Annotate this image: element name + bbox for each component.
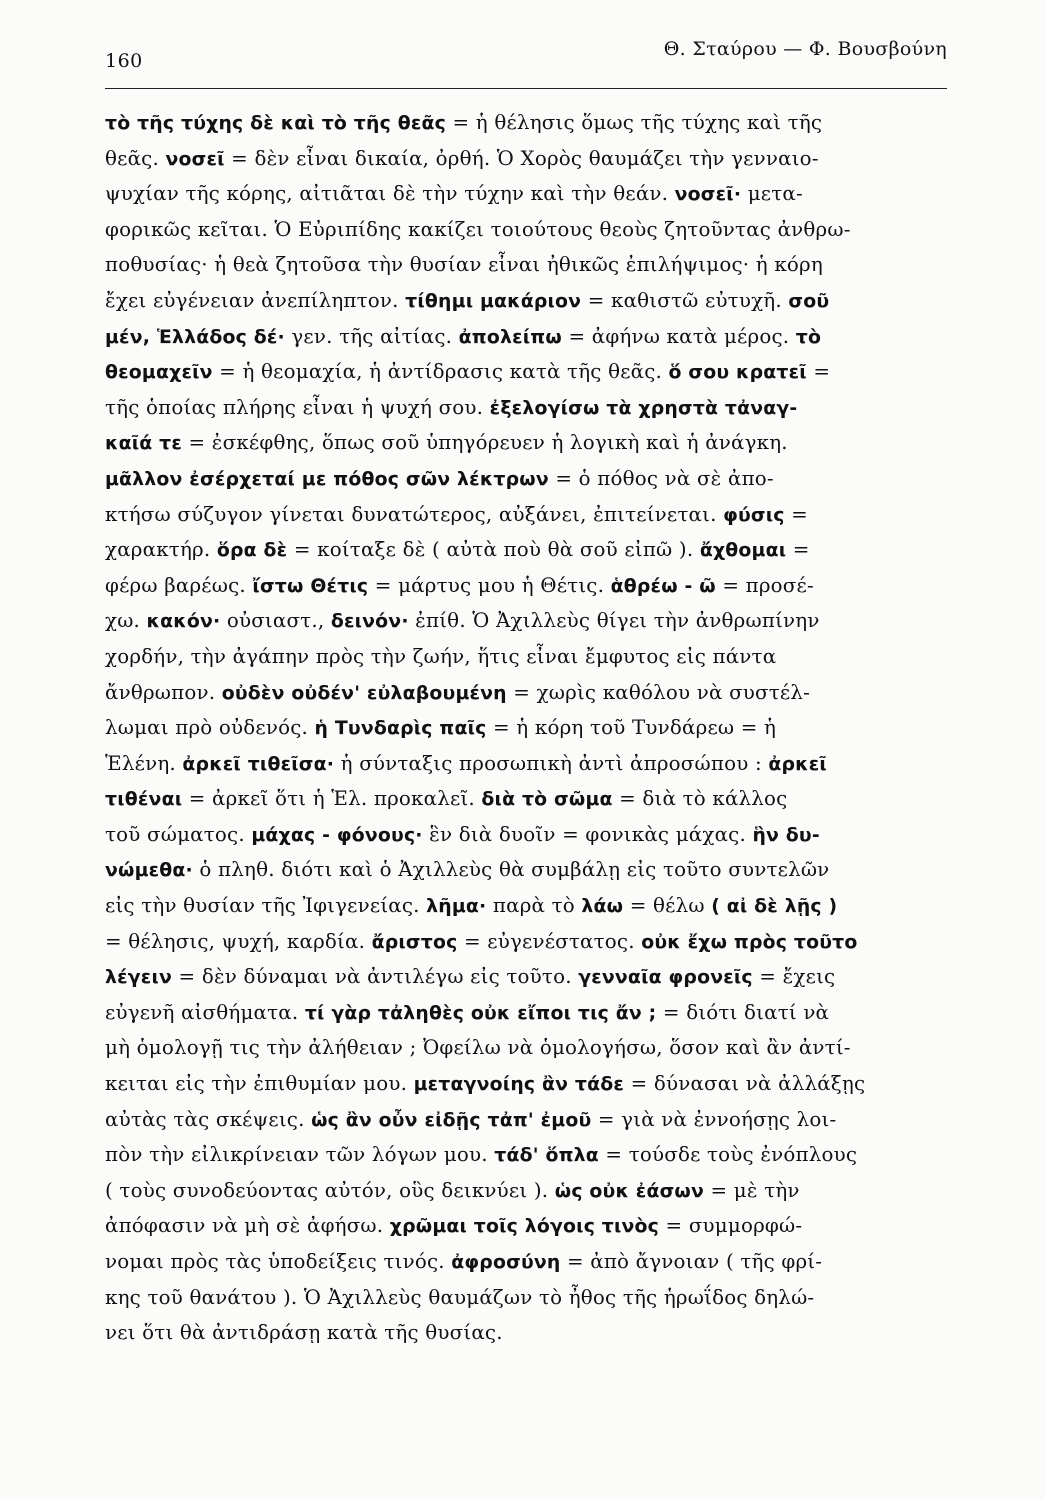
text-line bbox=[105, 461, 947, 497]
text-line bbox=[105, 710, 947, 746]
gloss-text: = εὐγενέστατος. bbox=[457, 928, 642, 953]
lemma-term: δεινόν· bbox=[330, 610, 409, 633]
text-line bbox=[105, 105, 947, 141]
gloss-text: χω. bbox=[105, 608, 147, 633]
gloss-text: πὸν τὴν εἰλικρίνειαν τῶν λόγων μου. bbox=[105, 1142, 495, 1167]
gloss-text: = διὰ τὸ κάλλος bbox=[612, 786, 788, 811]
gloss-text: = ἔχεις bbox=[752, 964, 836, 989]
gloss-text: χορδήν, τὴν ἀγάπην πρὸς τὴν ζωήν, ἥτις εἶναι ἔμφυτος εἰς πάντα bbox=[105, 643, 777, 668]
text-line bbox=[105, 568, 947, 604]
gloss-text: ἀπόφασιν νὰ μὴ σὲ ἀφήσω. bbox=[105, 1213, 390, 1238]
gloss-text: = προσέ- bbox=[715, 572, 814, 597]
lemma-term: ἣν δυ- bbox=[752, 823, 820, 846]
gloss-text: τοῦ σώματος. bbox=[105, 821, 252, 846]
gloss-text: μετα- bbox=[741, 181, 803, 206]
gloss-text: = διότι διατί νὰ bbox=[656, 999, 830, 1024]
lemma-term: μεταγνοίης ἂν τάδε bbox=[413, 1073, 625, 1096]
gloss-text: = ἀρκεῖ ὅτι ἡ Ἑλ. προκαλεῖ. bbox=[182, 786, 482, 811]
gloss-text: Ἑλένη. bbox=[105, 750, 183, 775]
text-line bbox=[105, 425, 947, 461]
gloss-text: ἔχει εὐγένειαν ἀνεπίληπτον. bbox=[105, 287, 406, 312]
lemma-term: κακόν· bbox=[146, 610, 221, 633]
lemma-term: ὡς οὐκ ἐάσων bbox=[554, 1179, 705, 1202]
lemma-term: νοσεῖ bbox=[165, 147, 225, 170]
gloss-text: = συμμορφώ- bbox=[659, 1213, 803, 1238]
text-line bbox=[105, 1066, 947, 1102]
lemma-term: ἴστω Θέτις bbox=[252, 574, 369, 597]
gloss-text: = μάρτυς μου ἡ Θέτις. bbox=[368, 572, 611, 597]
text-line bbox=[105, 390, 947, 426]
gloss-text: = δὲν δύναμαι νὰ ἀντιλέγω εἰς τοῦτο. bbox=[172, 964, 579, 989]
text-line bbox=[105, 852, 947, 888]
gloss-text: ὁ πληθ. διότι καὶ ὁ Ἀχιλλεὺς θὰ συμβάλῃ εἰς τοῦτο συντελῶν bbox=[192, 857, 830, 882]
gloss-text: = δύνασαι νὰ ἀλλάξῃς bbox=[624, 1071, 866, 1096]
lemma-term: τιθέναι bbox=[105, 788, 183, 811]
text-line bbox=[105, 1315, 947, 1351]
gloss-text: = θέλω bbox=[623, 893, 712, 918]
text-line bbox=[105, 247, 947, 283]
gloss-text: εἰς τὴν θυσίαν τῆς Ἰφιγενείας. bbox=[105, 893, 427, 918]
text-line bbox=[105, 817, 947, 853]
text-line bbox=[105, 924, 947, 960]
lemma-term: λῆμα· bbox=[426, 895, 487, 918]
text-line bbox=[105, 1244, 947, 1280]
gloss-text: = ὁ πόθος νὰ σὲ ἀπο- bbox=[548, 465, 774, 490]
gloss-text: φορικῶς κεῖται. Ὁ Εὐριπίδης κακίζει τοιούτους θεοὺς ζητοῦντας ἀνθρω- bbox=[105, 216, 851, 241]
lemma-term: ἡ Τυνδαρὶς παῖς bbox=[314, 717, 487, 740]
gloss-text: = γιὰ νὰ ἐννοήσῃς λοι- bbox=[591, 1106, 837, 1131]
lemma-term: νοσεῖ· bbox=[674, 183, 742, 206]
lemma-term: γενναῖα φρονεῖς bbox=[578, 966, 753, 989]
text-line bbox=[105, 1137, 947, 1173]
gloss-text: = bbox=[786, 537, 810, 562]
lemma-term: τί γὰρ τἀληθὲς οὐκ εἴποι τις ἄν ; bbox=[304, 1001, 657, 1024]
lemma-term: ( αἰ δὲ λῇς ) bbox=[711, 895, 838, 918]
gloss-text: ποθυσίας· ἡ θεὰ ζητοῦσα τὴν θυσίαν εἶναι ἠθικῶς ἐπιλήψιμος· ἡ κόρη bbox=[105, 252, 823, 277]
gloss-text: ἐπίθ. Ὁ Ἀχιλλεὺς θίγει τὴν ἀνθρωπίνην bbox=[408, 608, 820, 633]
lemma-term: χρῶμαι τοῖς λόγοις τινὸς bbox=[389, 1215, 660, 1238]
lemma-term: λάω bbox=[581, 895, 624, 918]
text-line bbox=[105, 1173, 947, 1209]
text-line bbox=[105, 888, 947, 924]
lemma-term: τάδ' ὅπλα bbox=[494, 1144, 599, 1167]
header-rule bbox=[105, 88, 947, 89]
lemma-term: μέν, Ἑλλάδος δέ· bbox=[105, 325, 285, 348]
gloss-text: χαρακτήρ. bbox=[105, 537, 217, 562]
lemma-term: ἄριστος bbox=[371, 930, 458, 953]
text-line bbox=[105, 1280, 947, 1316]
lemma-term: ἀπολείπω bbox=[458, 325, 562, 348]
text-line bbox=[105, 675, 947, 711]
text-line bbox=[105, 603, 947, 639]
text-line bbox=[105, 781, 947, 817]
lemma-term: μάχας - φόνους· bbox=[251, 823, 423, 846]
gloss-text: = δὲν εἶναι δικαία, ὀρθή. Ὁ Χορὸς θαυμάζει τὴν γενναιο- bbox=[224, 145, 819, 170]
lemma-term: νώμεθα· bbox=[105, 859, 193, 882]
gloss-text: = καθιστῶ εὐτυχῆ. bbox=[581, 287, 789, 312]
lemma-term: τὸ bbox=[795, 325, 822, 348]
text-line bbox=[105, 176, 947, 212]
gloss-text: ἄνθρωπον. bbox=[105, 679, 222, 704]
gloss-text: = ἡ κόρη τοῦ Τυνδάρεω = ἡ bbox=[486, 715, 777, 740]
lemma-term: ἄχθομαι bbox=[699, 539, 787, 562]
gloss-text: κειται εἰς τὴν ἐπιθυμίαν μου. bbox=[105, 1071, 414, 1096]
gloss-text: = θέλησις, ψυχή, καρδία. bbox=[105, 928, 372, 953]
lemma-term: ὡς ἂν οὖν εἰδῇς τἀπ' ἐμοῦ bbox=[311, 1108, 592, 1131]
gloss-text: οὐσιαστ., bbox=[220, 608, 331, 633]
text-line bbox=[105, 959, 947, 995]
gloss-text: εὐγενῆ αἰσθήματα. bbox=[105, 999, 305, 1024]
text-line bbox=[105, 995, 947, 1031]
text-line bbox=[105, 1030, 947, 1066]
lemma-term: ἀρκεῖ bbox=[768, 752, 827, 775]
gloss-text: νομαι πρὸς τὰς ὑποδείξεις τινός. bbox=[105, 1249, 452, 1273]
gloss-text: = bbox=[784, 501, 808, 526]
lemma-term: ἀφροσύνη bbox=[451, 1251, 561, 1273]
running-head: Θ. Σταύρου — Φ. Βουσβούνη bbox=[663, 38, 947, 60]
gloss-text: τῆς ὁποίας πλήρης εἶναι ἡ ψυχή σου. bbox=[105, 394, 490, 419]
text-line bbox=[105, 319, 947, 355]
lemma-term: ὅ σου κρατεῖ bbox=[668, 361, 807, 384]
gloss-text: κης τοῦ θανάτου ). Ὁ Ἀχιλλεὺς θαυμάζων τὸ ἦθος τῆς ἡρωΐδος δηλώ- bbox=[105, 1284, 815, 1309]
gloss-text: = κοίταξε δὲ ( αὐτὰ ποὺ θὰ σοῦ εἰπῶ ). bbox=[287, 537, 700, 562]
page-number: 160 bbox=[105, 50, 143, 72]
lemma-term: λέγειν bbox=[105, 966, 173, 989]
gloss-text: γεν. τῆς αἰτίας. bbox=[284, 323, 459, 348]
gloss-text: = ἀφήνω κατὰ μέρος. bbox=[561, 323, 796, 348]
gloss-text: κτήσω σύζυγον γίνεται δυνατώτερος, αὐξάνει, ἐπιτείνεται. bbox=[105, 501, 724, 526]
gloss-text: = ἡ θέλησις ὅμως τῆς τύχης καὶ τῆς bbox=[445, 110, 823, 134]
lemma-term: ὅρα δὲ bbox=[216, 539, 288, 562]
text-line bbox=[105, 1208, 947, 1244]
gloss-text: φέρω βαρέως. bbox=[105, 572, 253, 597]
lemma-term: τίθημι μακάριον bbox=[405, 289, 582, 312]
gloss-text: λωμαι πρὸ οὐδενός. bbox=[105, 715, 315, 740]
lemma-term: οὐδὲν οὐδέν' εὐλαβουμένη bbox=[221, 681, 507, 704]
gloss-text: ἡ σύνταξις προσωπικὴ ἀντὶ ἀπροσώπου : bbox=[334, 750, 769, 775]
gloss-text: = ἐσκέφθης, ὅπως σοῦ ὑπηγόρευεν ἡ λογικὴ καὶ ἡ ἀνάγκη. bbox=[182, 430, 788, 455]
lemma-term: οὐκ ἔχω πρὸς τοῦτο bbox=[641, 930, 858, 953]
lemma-term: θεομαχεῖν bbox=[105, 361, 213, 384]
lemma-term: τὸ τῆς τύχης δὲ καὶ τὸ τῆς θεᾶς bbox=[105, 112, 446, 134]
text-line bbox=[105, 497, 947, 533]
text-line bbox=[105, 354, 947, 390]
lemma-term: διὰ τὸ σῶμα bbox=[481, 788, 613, 811]
gloss-text: ἓν διὰ δυοῖν = φονικὰς μάχας. bbox=[422, 821, 753, 846]
gloss-text: μὴ ὁμολογῇ τις τὴν ἀλήθειαν ; Ὀφείλω νὰ ὁμολογήσω, ὅσον καὶ ἂν ἀντί- bbox=[105, 1035, 851, 1060]
gloss-text: = χωρὶς καθόλου νὰ συστέλ- bbox=[506, 679, 811, 704]
gloss-text: θεᾶς. bbox=[105, 145, 166, 170]
commentary-text bbox=[105, 105, 955, 1351]
text-line bbox=[105, 212, 947, 248]
text-line bbox=[105, 1102, 947, 1138]
text-line bbox=[105, 639, 947, 675]
lemma-term: ἀρκεῖ τιθεῖσα· bbox=[182, 752, 335, 775]
text-line bbox=[105, 283, 947, 319]
gloss-text: = τούσδε τοὺς ἐνόπλους bbox=[598, 1142, 858, 1167]
gloss-text: αὐτὰς τὰς σκέψεις. bbox=[105, 1106, 312, 1131]
text-line bbox=[105, 746, 947, 782]
gloss-text: ψυχίαν τῆς κόρης, αἰτιᾶται δὲ τὴν τύχην καὶ τὴν θεάν. bbox=[105, 181, 675, 206]
gloss-text: = ἡ θεομαχία, ἡ ἀντίδρασις κατὰ τῆς θεᾶς. bbox=[212, 359, 669, 384]
lemma-term: ἁθρέω - ῶ bbox=[610, 574, 716, 597]
lemma-term: φύσις bbox=[723, 503, 785, 526]
gloss-text: = μὲ τὴν bbox=[704, 1177, 800, 1202]
text-line bbox=[105, 532, 947, 568]
gloss-text: = bbox=[806, 359, 831, 384]
text-line bbox=[105, 141, 947, 177]
gloss-text: ( τοὺς συνοδεύοντας αὐτόν, οὓς δεικνύει ). bbox=[105, 1177, 555, 1202]
lemma-term: μᾶλλον ἐσέρχεταί με πόθος σῶν λέκτρων bbox=[105, 467, 549, 490]
gloss-text: νει ὅτι θὰ ἀντιδράσῃ κατὰ τῆς θυσίας. bbox=[105, 1320, 503, 1345]
lemma-term: ἐξελογίσω τὰ χρηστὰ τἀναγ- bbox=[489, 396, 798, 419]
lemma-term: καῖά τε bbox=[105, 432, 183, 455]
page-header bbox=[105, 38, 947, 82]
gloss-text: = ἀπὸ ἄγνοιαν ( τῆς φρί- bbox=[560, 1249, 823, 1273]
lemma-term: σοῦ bbox=[788, 289, 830, 312]
gloss-text: παρὰ τὸ bbox=[486, 893, 582, 918]
